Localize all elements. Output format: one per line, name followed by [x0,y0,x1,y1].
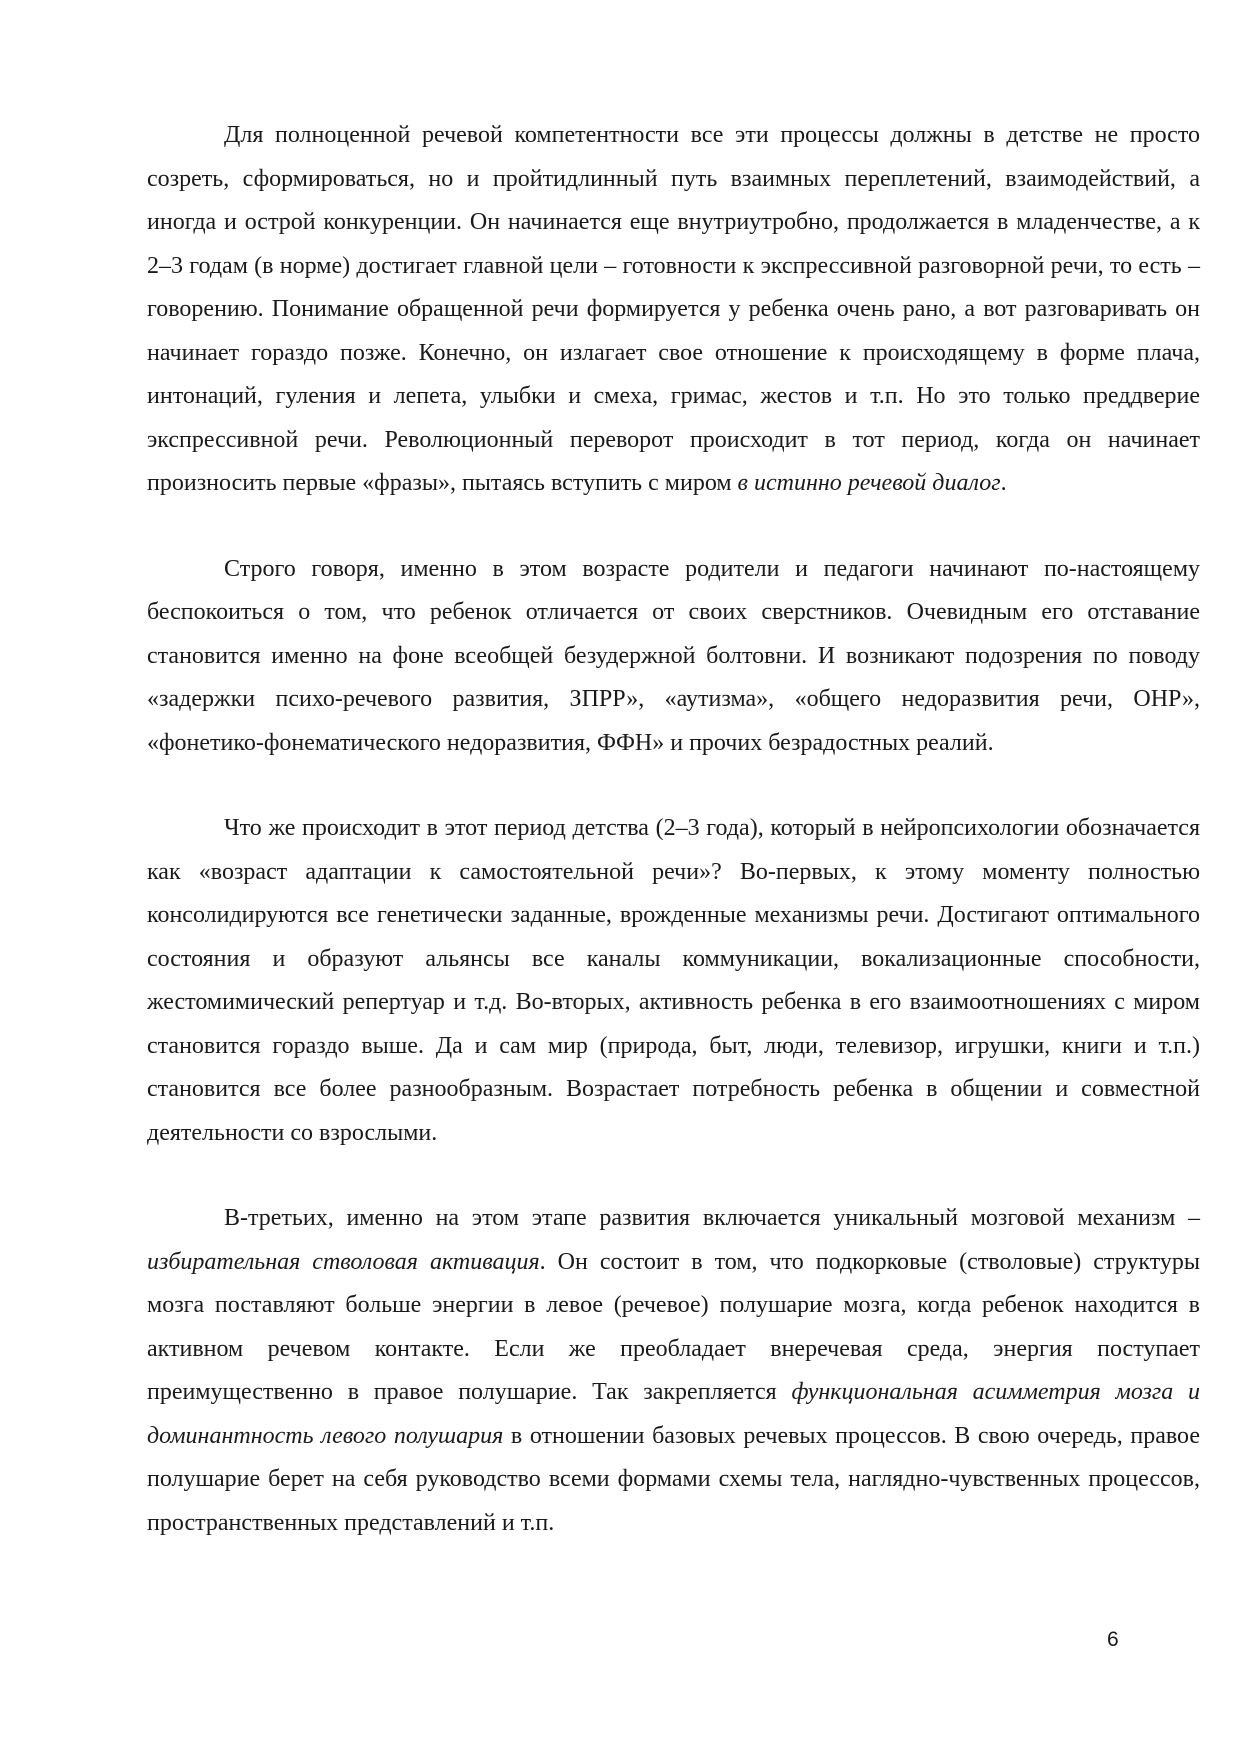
paragraph-2-segment-1: Строго говоря, именно в этом возрасте родители и педагоги начинают по-настоящему беспокоиться о том, что ребенок отличается от своих сверстников. Очевидным его отставание становится именно на фоне всеобщей безудержной болтовни. И возникают подозрения по поводу «задержки психо-речевого развития, ЗПРР», «аутизма», «общего недоразвития речи, ОНР», «фонетико-фонематического недоразвития, ФФН» и прочих безрадостных реалий. [147,555,1200,756]
paragraph-4-segment-1: В-третьих, именно на этом этапе развития включается уникальный мозговой механизм – [224,1205,1200,1231]
page-number: 6 [1107,1628,1119,1651]
paragraph-1-italic-phrase: в истинно речевой диалог [737,470,1001,496]
paragraph-4-segment-5: в отношении базовых речевых процессов. В свою очередь, правое полушарие берет на себя руководство всеми формами схемы тела, наглядно-чувственных процессов, пространственных представлений и т.п. [147,1422,1200,1536]
paragraph-1-segment-3: . [1000,470,1007,496]
paragraph-3-segment-1: Что же происходит в этот период детства (2–3 года), который в нейропсихологии обозначается как «возраст адаптации к самостоятельной речи»? Во-первых, к этому моменту полностью консолидируются все генетически заданные, врожденные механизмы речи. Достигают оптимального состояния и образуют альянсы все каналы коммуникации, вокализационные способности, жестомимический репертуар и т.д. Во-вторых, активность ребенка в его взаимоотношениях с миром становится гораздо выше. Да и сам мир (природа, быт, люди, телевизор, игрушки, книги и т.п.) становится все более разнообразным. Возрастает потребность ребенка в общении и совместной деятельности со взрослыми. [147,815,1200,1146]
paragraph-4-italic-term-2: функциональная асимметрия мозга и доминантность левого полушария [147,1379,1201,1449]
body-text [147,114,1200,1587]
paragraph-2 [147,548,1200,766]
paragraph-1 [147,114,1200,506]
paragraph-4-segment-3: . Он состоит в том, что подкорковые (стволовые) структуры мозга поставляют больше энергии в левое (речевое) полушарие мозга, когда ребенок находится в активном речевом контакте. Если же преобладает внеречевая среда, энергия поступает преимущественно в правое полушарие. Так закрепляется [147,1248,1201,1405]
paragraph-3 [147,807,1200,1155]
paragraph-4 [147,1197,1200,1545]
paragraph-4-italic-term-1: избирательная стволовая активация [147,1248,540,1275]
paragraph-1-segment-1: Для полноценной речевой компетентности все эти процессы должны в детстве не просто созреть, сформироваться, но и пройтидлинный путь взаимных переплетений, взаимодействий, а иногда и острой конкуренции. Он начинается еще внутриутробно, продолжается в младенчестве, а к 2–3 годам (в норме) достигает главной цели – готовности к экспрессивной разговорной речи, то есть – говорению. Понимание обращенной речи формируется у ребенка очень рано, а вот разговаривать он начинает гораздо позже. Конечно, он излагает свое отношение к происходящему в форме плача, интонаций, гуления и лепета, улыбки и смеха, гримас, жестов и т.п. Но это только преддверие экспрессивной речи. Революционный переворот происходит в тот период, когда он начинает произносить первые «фразы», пытаясь вступить с миром [147,122,1200,496]
